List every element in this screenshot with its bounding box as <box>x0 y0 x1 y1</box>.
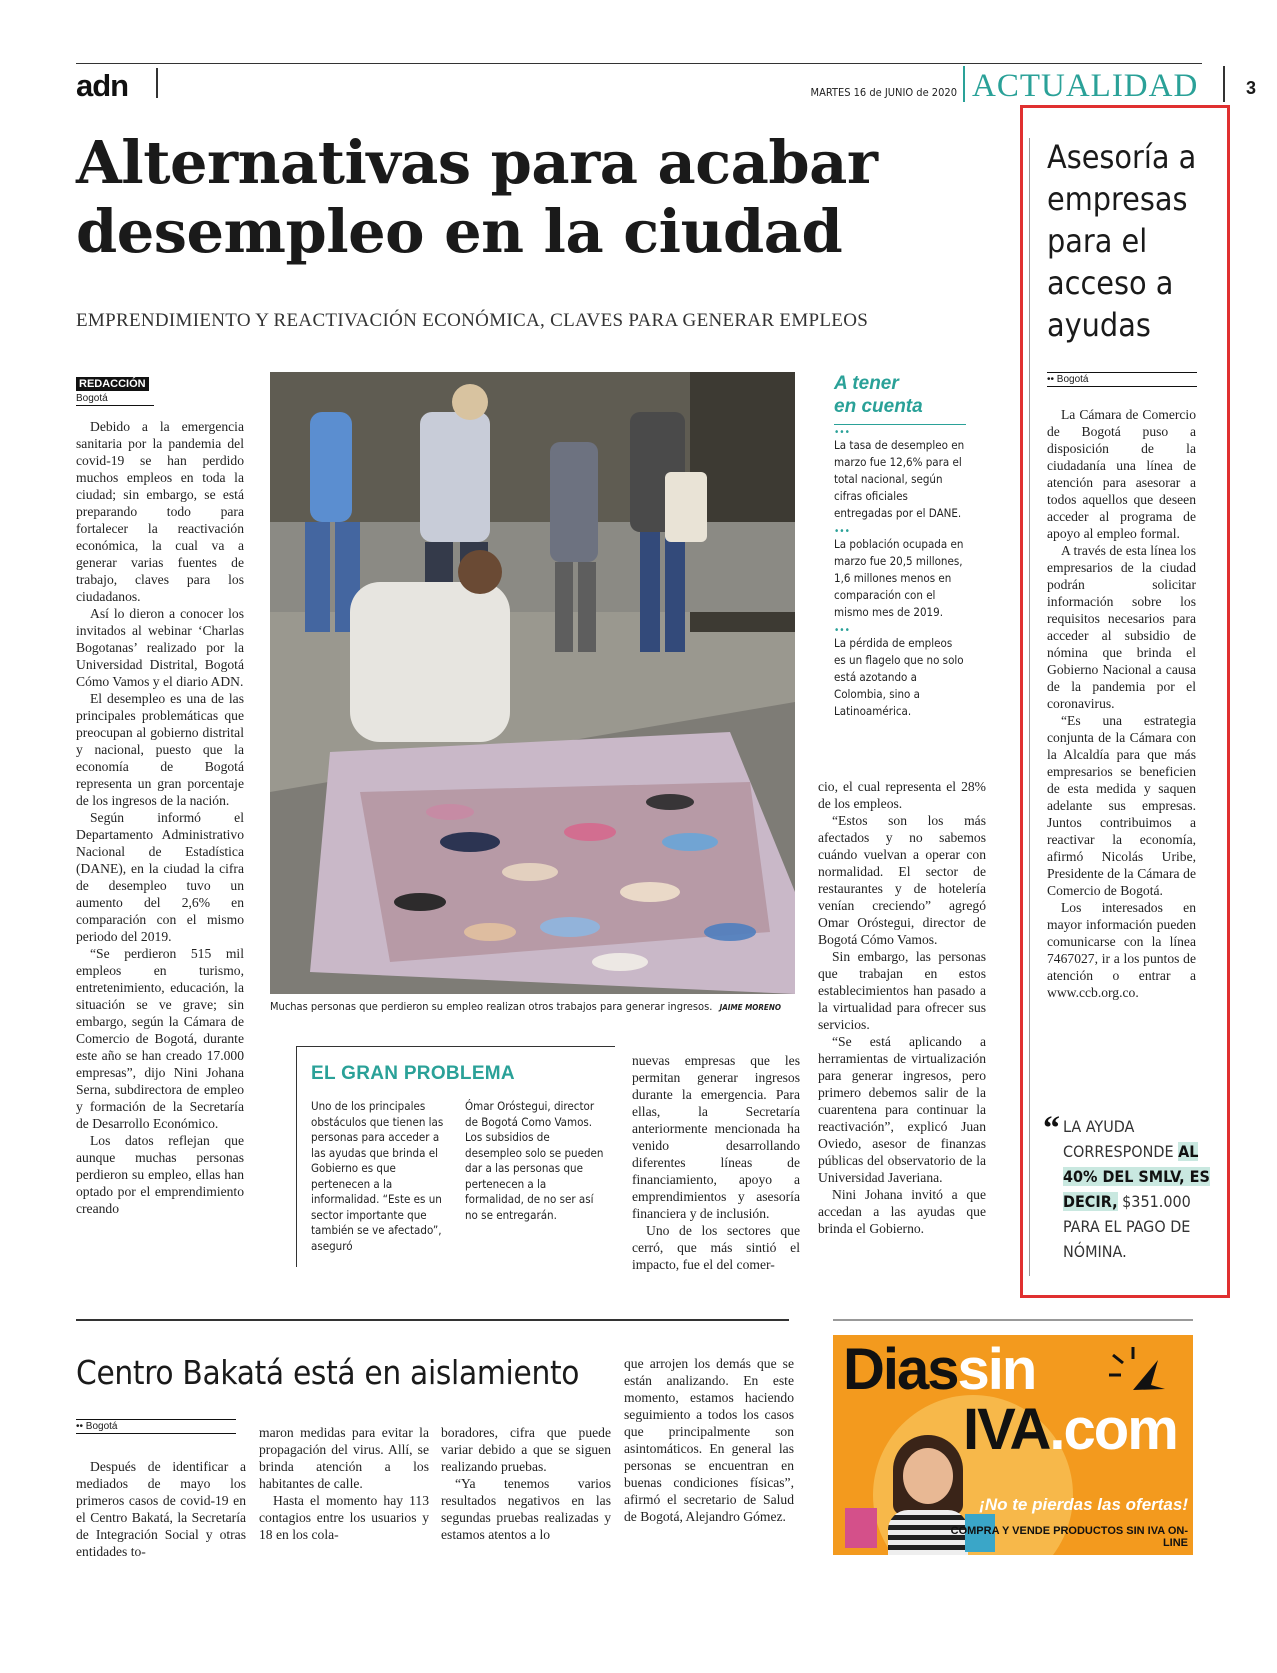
ad-tagline: ¡No te pierdas las ofertas! <box>979 1495 1188 1514</box>
photo-caption <box>270 1000 800 1013</box>
paragraph: Según informó el Departamento Administrativo Nacional de Estadística (DANE), en la ciudad la cifra de desempleo tuvo un aumento del 2,6% en comparación con el mismo periodo del 2019. <box>76 810 244 944</box>
bakata-headline: Centro Bakatá está en aislamiento <box>76 1353 580 1392</box>
paragraph: maron medidas para evitar la propagación del virus. Allí, se brinda atención a los habitantes de calle. <box>259 1425 429 1491</box>
paragraph: Después de identificar a mediados de mayo los primeros casos de covid-19 en el Centro Bakatá, la Secretaría de Integración Social y otras entidades to- <box>76 1459 246 1559</box>
page-number: 3 <box>1246 78 1257 98</box>
masthead <box>76 63 1257 104</box>
a-tener-item-text: La tasa de desempleo en marzo fue 12,6% para el total nacional, según cifras oficiales entregadas por el DANE. <box>834 438 965 520</box>
headline-line-2: desempleo en la ciudad <box>76 197 843 266</box>
ad-brand-dias: Dias <box>843 1337 958 1402</box>
bakata-location-text: Bogotá <box>85 1421 118 1432</box>
bakata-column-3 <box>441 1424 611 1543</box>
paragraph: “Estos son los más afectados y no sabemos cuándo vuelvan a operar con normalidad. El sector de restaurantes y de hotelería venían creciendo” agregó Omar Oróstegui, director de Bogotá Cómo Vamos. <box>818 813 986 947</box>
issue-date: MARTES 16 de JUNIO de 2020 <box>810 86 957 99</box>
quote-text <box>1063 1114 1218 1264</box>
a-tener-en-cuenta <box>834 372 966 720</box>
sidebar-box <box>1020 105 1230 1298</box>
paragraph: “Ya tenemos varios resultados negativos en las segundas pruebas realizadas y estamos atentos a lo <box>441 1476 611 1542</box>
section-separator <box>76 1319 789 1321</box>
sidebar-headline-line: acceso a <box>1047 264 1174 302</box>
sidebar-headline <box>1047 136 1222 346</box>
paragraph: Debido a la emergencia sanitaria por la pandemia del covid-19 se han perdido muchos empleos en toda la ciudad; sin embargo, se está preparando todo para fortalecer la reactivación económica, la cual va a generar varias fuentes de trabajo, claves para los ciudadanos. <box>76 419 244 604</box>
gran-problema-col-2: Ómar Oróstegui, director de Bogotá Como Vamos. Los subsidios de desempleo solo se pueden dar a las personas que pertenecen a la formalidad, de no ser así no se entregarán. <box>465 1099 604 1222</box>
section-divider-right <box>1223 66 1225 102</box>
main-subheadline: EMPRENDIMIENTO Y REACTIVACIÓN ECONÓMICA, CLAVES PARA GENERAR EMPLEOS <box>76 310 869 331</box>
paragraph: nuevas empresas que les permitan generar ingresos durante la emergencia. Para ellas, la Secretaría anteriormente mencionada ha venido desarrollando diferentes líneas de financiamiento, apoyo a emprendimientos y asesoría financiera y de inclusión. <box>632 1053 800 1221</box>
sidebar-quote <box>1043 1110 1218 1264</box>
paragraph: “Se está aplicando a herramientas de virtualización para generar ingresos, pero primero debemos salir de la cuarentena para continuar la reactivación”, explicó Juan Oviedo, asesor de finanzas públicas del observatorio de la Universidad Javeriana. <box>818 1034 986 1185</box>
paragraph: El desempleo es una de las principales problemáticas que preocupan al gobierno distrital y nacional, puesto que la economía de Bogotá representa un gran porcentaje de los ingresos de la nación. <box>76 691 244 808</box>
ad-subline: COMPRA Y VENDE PRODUCTOS SIN IVA ON-LINE <box>950 1525 1188 1549</box>
byline <box>76 372 154 406</box>
paragraph: La Cámara de Comercio de Bogotá puso a disposición de la ciudadanía una línea de atención para asesorar a todos aquellos que deseen acceder al programa de apoyo al empleo formal. <box>1047 407 1196 541</box>
paragraph: A través de esta línea los empresarios de la ciudad podrán solicitar información sobre los requisitos necesarios para acceder al subsidio de nómina que brinda el Gobierno Nacional a causa de la pandemia por el coronavirus. <box>1047 543 1196 711</box>
paragraph: boradores, cifra que puede variar debido a que se siguen realizando pruebas. <box>441 1425 611 1474</box>
paragraph: “Es una estrategia conjunta de la Cámara con la Alcaldía para que más empresarios se beneficien de esta medida y saquen adelante sus empresas. Juntos contribuimos a reactivar la economía, afirmó Nicolás Uribe, Presidente de la Cámara de Comercio de Bogotá. <box>1047 713 1196 898</box>
paragraph: Sin embargo, las personas que trabajan en estos establecimientos han pasado a la virtualidad para ofrecer sus servicios. <box>818 949 986 1032</box>
section-divider-left <box>963 66 965 102</box>
ad-brand-com: .com <box>1049 1397 1177 1462</box>
logo-divider <box>156 68 158 98</box>
sidebar-headline-line: Asesoría a <box>1047 138 1197 176</box>
location-dots-icon: •• <box>1047 374 1055 385</box>
a-tener-title-line-1: A tener <box>834 373 899 394</box>
caption-text: Muchas personas que perdieron su empleo realizan otros trabajos para generar ingresos. <box>270 1000 713 1013</box>
bullet-dots-icon: ••• <box>834 625 850 636</box>
sidebar-location-text: Bogotá <box>1056 374 1089 385</box>
section-label: ACTUALIDAD <box>972 68 1199 104</box>
sidebar-headline-line: para el <box>1047 222 1148 260</box>
adn-logo: adn <box>76 68 129 103</box>
paragraph: que arrojen los demás que se están analizando. En este momento, estamos haciendo seguimiento a todos los casos que principalmente son asintomáticos. En general las personas se encuentran en buenas condiciones físicas”, afirmó el secretario de Salud de Bogotá, Alejandro Gómez. <box>624 1356 794 1524</box>
paragraph: Hasta el momento hay 113 contagios entre los usuarios y 18 en los cola- <box>259 1493 429 1542</box>
sidebar-headline-line: empresas <box>1047 180 1188 218</box>
bakata-column-1 <box>76 1458 246 1560</box>
sidebar-left-rule <box>1029 138 1030 1276</box>
quote-highlight: AL 40% DEL SMLV, ES DECIR, <box>1063 1142 1210 1211</box>
ad-brand <box>843 1339 1035 1401</box>
sidebar-body <box>1047 406 1196 1001</box>
a-tener-title <box>834 372 966 425</box>
ad-separator <box>833 1319 1193 1321</box>
paragraph: cio, el cual representa el 28% de los empleos. <box>818 779 986 811</box>
quote-part-1: LA AYUDA CORRESPONDE <box>1063 1117 1174 1161</box>
paragraph: Así lo dieron a conocer los invitados al webinar ‘Charlas Bogotanas’ realizado por la Universidad Distrital, Bogotá Cómo Vamos y el diario ADN. <box>76 606 244 689</box>
diassiniva-ad[interactable] <box>833 1335 1193 1555</box>
main-photo <box>270 372 795 994</box>
quote-part-2: $351.000 PARA EL PAGO DE NÓMINA. <box>1063 1192 1191 1261</box>
paragraph: Nini Johana invitó a que accedan a las ayudas que brinda el Gobierno. <box>818 1187 986 1236</box>
location-dots-icon: •• <box>76 1421 84 1432</box>
ad-woman-face <box>903 1448 953 1504</box>
paragraph: Los datos reflejan que aunque muchas personas perdieron su empleo, ellas han optado por el emprendimiento creando <box>76 1133 244 1216</box>
sidebar-location <box>1047 372 1197 387</box>
ad-shopping-bag <box>845 1508 877 1548</box>
gran-problema-col-1: Uno de los principales obstáculos que tienen las personas para acceder a las ayudas que brinda el Gobierno es que pertenecen a la informalidad. “Este es un sector importante que también se ve afectado”, aseguró <box>311 1099 444 1253</box>
sidebar-headline-line: ayudas <box>1047 306 1151 344</box>
headline-line-1: Alternativas para acabar <box>76 128 878 197</box>
paragraph: Uno de los sectores que cerró, que más sintió el impacto, fue el del comer- <box>632 1223 800 1272</box>
article-column-1 <box>76 418 244 1217</box>
a-tener-title-line-2: en cuenta <box>834 396 923 417</box>
bullet-dots-icon: ••• <box>834 427 850 438</box>
ad-brand-line-2 <box>963 1399 1177 1461</box>
main-headline <box>76 128 996 266</box>
photo-credit: JAIME MORENO <box>719 1003 781 1012</box>
a-tener-item <box>834 429 966 720</box>
a-tener-item-text: La pérdida de empleos es un flagelo que no solo está azotando a Colombia, sino a Latinoamérica. <box>834 636 964 718</box>
bakata-column-2 <box>259 1424 429 1543</box>
paragraph: “Se perdieron 515 mil empleos en turismo, entretenimiento, educación, la situación se ve grave; sin embargo, según la Cámara de Comercio de Bogotá, durante este año se han creado 17.000 empresas”, dijo Nini Johana Serna, subdirectora de empleo y formación de la Secretaría de Desarrollo Económico. <box>76 946 244 1131</box>
gran-problema-box <box>296 1046 615 1267</box>
street-vendor-photo <box>270 372 795 994</box>
gran-problema-title: EL GRAN PROBLEMA <box>311 1063 515 1084</box>
bakata-column-4 <box>624 1355 794 1525</box>
bakata-location <box>76 1419 236 1434</box>
ad-brand-sin: sin <box>957 1337 1036 1402</box>
article-column-4 <box>632 1052 800 1273</box>
a-tener-item-text: La población ocupada en marzo fue 20,5 millones, 1,6 millones menos en comparación con el mismo mes de 2019. <box>834 537 964 619</box>
ad-brand-iva: IVA <box>963 1397 1050 1462</box>
article-column-5 <box>818 778 986 1237</box>
paragraph: Los interesados en mayor información pueden comunicarse con la línea 7467027, ir a los puntos de atención o entrar a www.ccb.org.co. <box>1047 900 1196 1000</box>
byline-location: Bogotá <box>76 393 154 406</box>
byline-author: REDACCIÓN <box>76 377 149 391</box>
quote-mark-icon: “ <box>1043 1110 1060 1147</box>
cursor-click-icon <box>1103 1345 1183 1405</box>
bullet-dots-icon: ••• <box>834 526 850 537</box>
